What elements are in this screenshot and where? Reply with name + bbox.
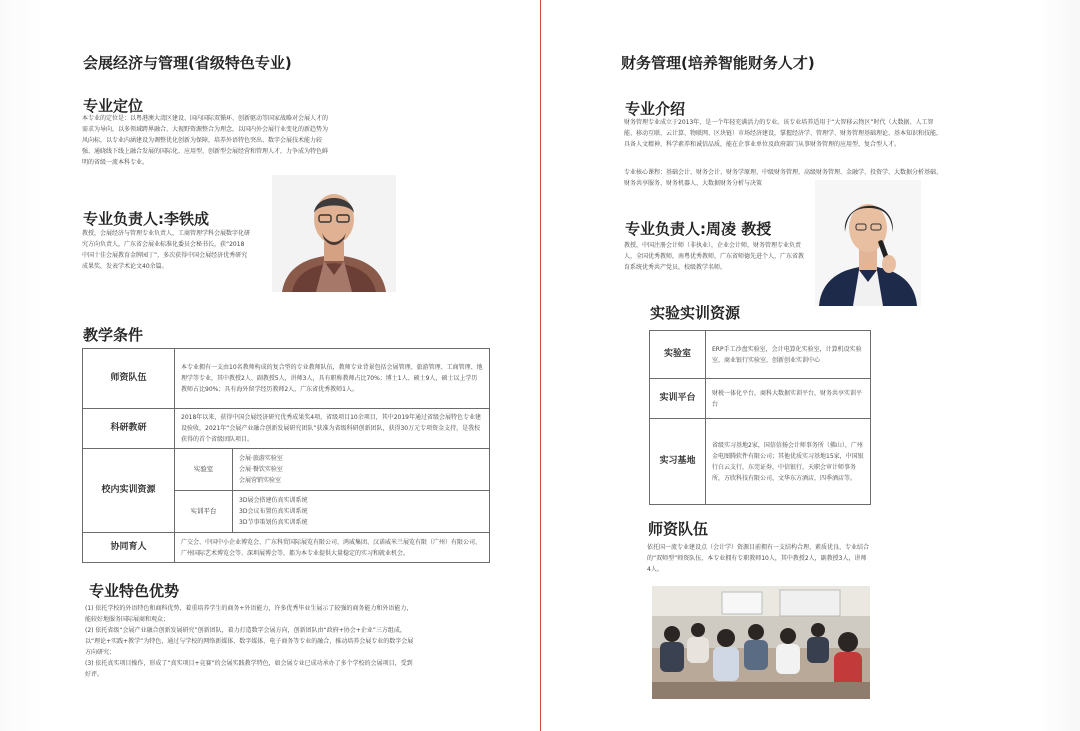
- page-divider: [540, 0, 541, 731]
- shiyan-shixun-table: [649, 330, 871, 505]
- table-cell-platform-list: [233, 491, 490, 533]
- table-sublabel-lab: 实验室: [175, 449, 233, 491]
- list-item: 会展·餐饮实验室: [239, 466, 283, 473]
- right-page-title: 财务管理(培养智能财务人才): [621, 54, 815, 72]
- table-row: [83, 409, 490, 449]
- table-row: [650, 331, 871, 379]
- table-row: [83, 533, 490, 563]
- left-page-title: 会展经济与管理(省级特色专业): [83, 54, 292, 72]
- table-cell-lab-list: [233, 449, 490, 491]
- zhuanye-jieshao-heading: 专业介绍: [625, 100, 686, 118]
- shizi-duiwu-heading: 师资队伍: [648, 520, 709, 538]
- zhuanye-dingwei-heading: 专业定位: [83, 97, 144, 115]
- list-item: 3D会议布置仿真实训系统: [239, 508, 308, 515]
- right-leader-heading: 专业负责人:周凌 教授: [625, 220, 772, 238]
- list-item: (1) 依托学校的外语特色和商科优势，着重培养学生的商务+外语能力，许多优秀毕业生展示了较强的商务能力和外语能力，能较好地服务国际展商和观众；: [85, 605, 413, 623]
- zhuanye-tese-heading: 专业特色优势: [89, 582, 180, 600]
- table-cell-platform: 财税一体化平台，商科大数据实训平台，财务共享实训平台: [706, 379, 871, 419]
- table-cell-keyan: 2018年以来，获得中国会展经济研究优秀成果奖4项，省级项目10余项目，其中2019年通过省级会展特色专业建设验收，2021年“会展产业融合创新发展研究团队”获准为省级科研创新团队，获得30万元专项资金支持，是我校获得的首个省级团队项目。: [175, 409, 490, 449]
- zhuanye-tese-list: [85, 603, 415, 680]
- list-item: (3) 依托真实项目操作，形成了“真实项目+竞赛”的会展实践教学特色，如会展专业已成功承办了多个学校的会展项目，受到好评。: [85, 660, 413, 678]
- table-label-shizi: 师资队伍: [83, 349, 175, 409]
- zhuanye-dingwei-text: 本专业的定位是：以粤港澳大湾区建设、国内国际双循环、创新驱动等国家战略对会展人才的需求为导向，以多领域跨界融合、大视野资源整合为理念，以国内外会展行业变化的新趋势为风向标，以专业内涵建设为调整优化创新为保障，培养外语特色突出、数字会展技术能力较强、通晓线下线上融合发展的国际化、应用型、创新型会展经营和管理人才，力争成为特色鲜明的省级一流本科专业。: [82, 115, 329, 166]
- jiaoxue-tiaojian-heading: 教学条件: [83, 326, 144, 344]
- list-item: (2) 依托省级“会展产业融合创新发展研究”创新团队，着力打造数字会展方向，创新团队由“政府+协会+企业”三方组成，以“理论+实践+教学”为特色，通过与学校的网络新媒体、数字媒体、电子商务等专业的融合，推动培养会展专业的数字会展方向研究；: [85, 627, 414, 656]
- table-cell-shizi: 本专业拥有一支由10名教师构成的复合型的专业教师队伍，教师专业背景包括会展管理、旅游管理、工商管理、地理学等专业，其中教授2人、副教授5人，讲师3人，具有职称教师占比70%；博士1人、硕士9人，硕士以上学历教师占比90%；具有海外留学经历教师2人，广东省优秀教师1人。: [175, 349, 490, 409]
- right-leader-text: 教授，中国注册会计师（非执业），企业会计师，财务管理专业负责人，全国优秀教师，南粤优秀教师，广东省师德先进个人，广东省教育系统优秀共产党员，校级教学名师。: [624, 242, 805, 271]
- table-cell-base: 省级实习基地2家，国信信扬会计师事务所（佛山），广州金电图腾软件有限公司；其他优质实习基地15家，中国银行白云支行，东莞证券，中信银行，天职会审计师事务所，方欣科技有限公司，文华东方酒店，四季酒店等。: [706, 419, 871, 505]
- zhuanye-core-courses: 专业核心课程：基础会计、财务会计、财务学原理、中级财务管理、高级财务管理、金融学、投资学、大数据分析基础、财务共享服务、财务机器人、大数据财务分析与决策: [624, 169, 943, 187]
- list-item: 3D展会搭建仿真实训系统: [239, 497, 308, 504]
- table-cell-xietong: 广交会、中国中小企业博览会、广东科贸国际展览有限公司、鸿威集团、汉诺威米兰展览有限（广州）有限公司、广州国际艺术博览会等、深圳展博会等，都为本专业提供大量稳定的实习和就业机会。: [175, 533, 490, 563]
- table-label-lab: 实验室: [650, 331, 706, 379]
- shizi-duiwu-text: 依托国一流专业建设点（会计学）资源目前拥有一支结构合理、素质优良、专业结合的“双师型”师资队伍，本专业拥有专职教师10人，其中教授2人，副教授3人，讲师4人。: [647, 544, 870, 573]
- table-row: [83, 349, 490, 409]
- right-leader-photo: [815, 180, 921, 306]
- table-label-xiaonei: 校内实训资源: [83, 449, 175, 533]
- list-item: 会展·旅游实验室: [239, 455, 283, 462]
- table-cell-lab: ERP手工沙盘实验室，会计电算化实验室，计算机设实验室，商业银行实验室，创新创业实训中心: [706, 331, 871, 379]
- table-label-platform: 实训平台: [650, 379, 706, 419]
- left-leader-photo: [272, 175, 396, 292]
- left-leader-text: 教授，会展经济与管理专业负责人，工商管理学科会展数字化研究方向负责人，广东省会展业标准化委员会秘书长，获“2018中国十佳会展教育金牌园丁”，多次获得中国会展经济优秀研究成果奖，发表学术论文40余篇。: [82, 230, 251, 270]
- table-row: [83, 449, 490, 491]
- jiaoxue-tiaojian-table: [82, 348, 490, 563]
- zhuanye-jieshao-text: 财务管理专业成立于2013年，是一个年轻充满活力的专业。该专业培养适用于“大智移云物区”时代（大数据、人工智能、移动互联、云计算、物联网、区块链）市场经济建设，掌握经济学、管理学、财务管理基础理论、基本知识和技能，具备人文精神、科学素养和诚信品质，能在企事业单位及政府部门从事财务管理的应用型、复合型人才。: [624, 119, 943, 148]
- list-item: 会展营销实验室: [239, 477, 282, 484]
- table-label-keyan: 科研教研: [83, 409, 175, 449]
- table-row: [650, 379, 871, 419]
- table-label-xietong: 协同育人: [83, 533, 175, 563]
- table-sublabel-platform: 实训平台: [175, 491, 233, 533]
- left-leader-heading: 专业负责人:李铁成: [83, 210, 209, 228]
- list-item: 3D节事策划仿真实训系统: [239, 519, 308, 526]
- shiyan-shixun-heading: 实验实训资源: [650, 304, 741, 322]
- classroom-photo: [652, 586, 870, 699]
- table-row: [650, 419, 871, 505]
- table-label-base: 实习基地: [650, 419, 706, 505]
